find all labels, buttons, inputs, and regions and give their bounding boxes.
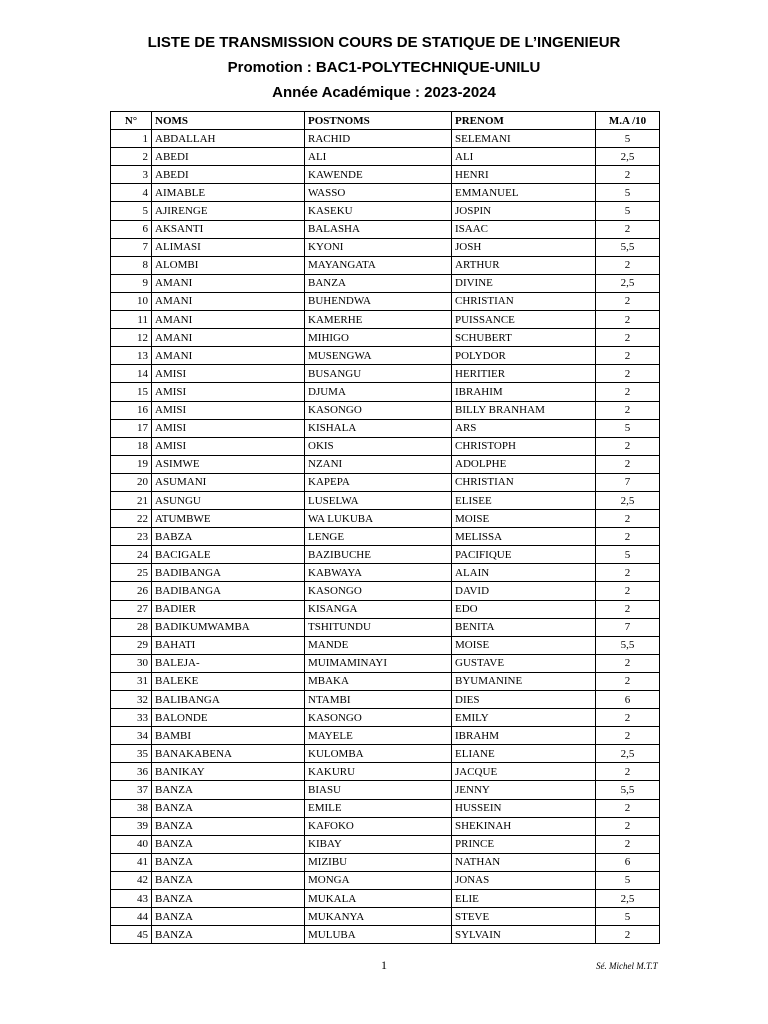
cell-grade: 2 xyxy=(596,365,660,383)
cell-number: 14 xyxy=(111,365,152,383)
cell-number: 2 xyxy=(111,148,152,166)
cell-postnom: KASEKU xyxy=(305,202,452,220)
cell-prenom: ALAIN xyxy=(452,564,596,582)
cell-prenom: DAVID xyxy=(452,582,596,600)
cell-prenom: MOISE xyxy=(452,510,596,528)
table-row xyxy=(111,835,660,853)
cell-postnom: MIZIBU xyxy=(305,853,452,871)
cell-number: 16 xyxy=(111,401,152,419)
table-row xyxy=(111,618,660,636)
table-row xyxy=(111,853,660,871)
table-row xyxy=(111,745,660,763)
cell-number: 27 xyxy=(111,600,152,618)
cell-nom: AKSANTI xyxy=(152,220,305,238)
cell-number: 32 xyxy=(111,691,152,709)
table-row xyxy=(111,202,660,220)
cell-nom: AMISI xyxy=(152,365,305,383)
cell-number: 5 xyxy=(111,202,152,220)
cell-postnom: EMILE xyxy=(305,799,452,817)
column-header-noms: NOMS xyxy=(152,112,305,130)
cell-nom: BALEKE xyxy=(152,672,305,690)
cell-prenom: MOISE xyxy=(452,636,596,654)
cell-nom: BADIBANGA xyxy=(152,582,305,600)
cell-grade: 5 xyxy=(596,130,660,148)
cell-prenom: STEVE xyxy=(452,908,596,926)
cell-postnom: KAKURU xyxy=(305,763,452,781)
cell-grade: 7 xyxy=(596,618,660,636)
cell-grade: 5 xyxy=(596,908,660,926)
cell-grade: 6 xyxy=(596,853,660,871)
cell-postnom: BALASHA xyxy=(305,220,452,238)
cell-prenom: SHEKINAH xyxy=(452,817,596,835)
cell-number: 21 xyxy=(111,491,152,509)
cell-prenom: ISAAC xyxy=(452,220,596,238)
cell-grade: 2 xyxy=(596,383,660,401)
cell-grade: 2 xyxy=(596,835,660,853)
table-row xyxy=(111,401,660,419)
cell-prenom: ALI xyxy=(452,148,596,166)
cell-postnom: NTAMBI xyxy=(305,691,452,709)
cell-number: 9 xyxy=(111,274,152,292)
cell-grade: 2 xyxy=(596,672,660,690)
cell-postnom: NZANI xyxy=(305,455,452,473)
table-row xyxy=(111,130,660,148)
cell-prenom: HENRI xyxy=(452,166,596,184)
table-row xyxy=(111,871,660,889)
cell-postnom: KAPEPA xyxy=(305,473,452,491)
cell-postnom: KASONGO xyxy=(305,401,452,419)
cell-prenom: IBRAHIM xyxy=(452,383,596,401)
cell-number: 8 xyxy=(111,256,152,274)
cell-nom: AMANI xyxy=(152,347,305,365)
cell-prenom: CHRISTIAN xyxy=(452,473,596,491)
cell-number: 4 xyxy=(111,184,152,202)
cell-prenom: ELIANE xyxy=(452,745,596,763)
cell-grade: 2 xyxy=(596,401,660,419)
page-number: 1 xyxy=(381,958,387,972)
table-row xyxy=(111,455,660,473)
table-row xyxy=(111,564,660,582)
cell-nom: BADIBANGA xyxy=(152,564,305,582)
cell-postnom: KAMERHE xyxy=(305,311,452,329)
cell-prenom: SELEMANI xyxy=(452,130,596,148)
cell-number: 37 xyxy=(111,781,152,799)
cell-nom: ASIMWE xyxy=(152,455,305,473)
cell-number: 22 xyxy=(111,510,152,528)
cell-postnom: MIHIGO xyxy=(305,329,452,347)
cell-postnom: KISHALA xyxy=(305,419,452,437)
table-row xyxy=(111,654,660,672)
cell-nom: BANIKAY xyxy=(152,763,305,781)
cell-grade: 2 xyxy=(596,528,660,546)
cell-postnom: KISANGA xyxy=(305,600,452,618)
cell-number: 17 xyxy=(111,419,152,437)
cell-prenom: NATHAN xyxy=(452,853,596,871)
cell-postnom: DJUMA xyxy=(305,383,452,401)
table-row xyxy=(111,347,660,365)
cell-nom: ABEDI xyxy=(152,148,305,166)
cell-number: 25 xyxy=(111,564,152,582)
cell-number: 6 xyxy=(111,220,152,238)
cell-grade: 2 xyxy=(596,292,660,310)
cell-postnom: KULOMBA xyxy=(305,745,452,763)
cell-number: 43 xyxy=(111,890,152,908)
cell-postnom: WASSO xyxy=(305,184,452,202)
cell-nom: BADIKUMWAMBA xyxy=(152,618,305,636)
cell-number: 23 xyxy=(111,528,152,546)
table-row xyxy=(111,926,660,944)
cell-postnom: BANZA xyxy=(305,274,452,292)
cell-nom: ABEDI xyxy=(152,166,305,184)
signature: Sé. Michel M.T.T xyxy=(596,961,658,971)
cell-prenom: HERITIER xyxy=(452,365,596,383)
cell-grade: 2,5 xyxy=(596,745,660,763)
table-row xyxy=(111,473,660,491)
table-row xyxy=(111,510,660,528)
cell-prenom: BYUMANINE xyxy=(452,672,596,690)
cell-grade: 5,5 xyxy=(596,636,660,654)
cell-nom: BANZA xyxy=(152,890,305,908)
table-row xyxy=(111,238,660,256)
cell-grade: 2 xyxy=(596,817,660,835)
cell-nom: AMISI xyxy=(152,401,305,419)
cell-prenom: EMMANUEL xyxy=(452,184,596,202)
cell-prenom: PUISSANCE xyxy=(452,311,596,329)
table-row xyxy=(111,546,660,564)
table-row xyxy=(111,166,660,184)
cell-prenom: POLYDOR xyxy=(452,347,596,365)
cell-nom: AIMABLE xyxy=(152,184,305,202)
cell-grade: 2 xyxy=(596,455,660,473)
cell-postnom: MBAKA xyxy=(305,672,452,690)
cell-nom: AMANI xyxy=(152,311,305,329)
cell-prenom: PACIFIQUE xyxy=(452,546,596,564)
cell-prenom: IBRAHM xyxy=(452,727,596,745)
cell-postnom: KABWAYA xyxy=(305,564,452,582)
cell-number: 41 xyxy=(111,853,152,871)
document-title: LISTE DE TRANSMISSION COURS DE STATIQUE DE L’INGENIEUR xyxy=(147,34,621,51)
cell-prenom: MELISSA xyxy=(452,528,596,546)
cell-prenom: ADOLPHE xyxy=(452,455,596,473)
table-row xyxy=(111,908,660,926)
cell-postnom: MULUBA xyxy=(305,926,452,944)
cell-prenom: DIVINE xyxy=(452,274,596,292)
cell-postnom: LENGE xyxy=(305,528,452,546)
column-header-postnoms: POSTNOMS xyxy=(305,112,452,130)
cell-grade: 2 xyxy=(596,256,660,274)
cell-nom: ASUMANI xyxy=(152,473,305,491)
cell-nom: ALOMBI xyxy=(152,256,305,274)
cell-prenom: CHRISTOPH xyxy=(452,437,596,455)
cell-number: 10 xyxy=(111,292,152,310)
cell-grade: 5,5 xyxy=(596,238,660,256)
cell-number: 30 xyxy=(111,654,152,672)
cell-nom: ABDALLAH xyxy=(152,130,305,148)
cell-prenom: BENITA xyxy=(452,618,596,636)
table-row xyxy=(111,256,660,274)
cell-prenom: CHRISTIAN xyxy=(452,292,596,310)
cell-postnom: KAWENDE xyxy=(305,166,452,184)
cell-nom: BADIER xyxy=(152,600,305,618)
table-row xyxy=(111,727,660,745)
cell-number: 28 xyxy=(111,618,152,636)
cell-postnom: MUKALA xyxy=(305,890,452,908)
cell-number: 33 xyxy=(111,709,152,727)
table-row xyxy=(111,781,660,799)
cell-nom: BANZA xyxy=(152,799,305,817)
table-row xyxy=(111,491,660,509)
cell-nom: AMANI xyxy=(152,329,305,347)
cell-postnom: MUIMAMINAYI xyxy=(305,654,452,672)
cell-nom: BACIGALE xyxy=(152,546,305,564)
cell-nom: AMISI xyxy=(152,437,305,455)
cell-prenom: ARS xyxy=(452,419,596,437)
cell-postnom: WA LUKUBA xyxy=(305,510,452,528)
cell-prenom: HUSSEIN xyxy=(452,799,596,817)
cell-prenom: JACQUE xyxy=(452,763,596,781)
cell-number: 26 xyxy=(111,582,152,600)
cell-prenom: EMILY xyxy=(452,709,596,727)
cell-grade: 2 xyxy=(596,510,660,528)
cell-grade: 2,5 xyxy=(596,491,660,509)
cell-nom: AMISI xyxy=(152,419,305,437)
cell-number: 31 xyxy=(111,672,152,690)
cell-nom: ASUNGU xyxy=(152,491,305,509)
cell-grade: 2,5 xyxy=(596,890,660,908)
cell-prenom: ELISEE xyxy=(452,491,596,509)
cell-postnom: MUKANYA xyxy=(305,908,452,926)
cell-nom: BALONDE xyxy=(152,709,305,727)
table-row xyxy=(111,329,660,347)
cell-number: 18 xyxy=(111,437,152,455)
cell-nom: BANZA xyxy=(152,871,305,889)
cell-number: 44 xyxy=(111,908,152,926)
cell-nom: BANZA xyxy=(152,817,305,835)
table-row xyxy=(111,709,660,727)
promotion-line: Promotion : BAC1-POLYTECHNIQUE-UNILU xyxy=(227,59,541,76)
cell-postnom: KYONI xyxy=(305,238,452,256)
cell-grade: 2 xyxy=(596,763,660,781)
cell-prenom: JENNY xyxy=(452,781,596,799)
column-header-number: N° xyxy=(111,112,152,130)
cell-nom: BABZA xyxy=(152,528,305,546)
cell-grade: 2 xyxy=(596,311,660,329)
cell-number: 40 xyxy=(111,835,152,853)
cell-prenom: JOSPIN xyxy=(452,202,596,220)
cell-grade: 2,5 xyxy=(596,274,660,292)
cell-grade: 5,5 xyxy=(596,781,660,799)
cell-grade: 2 xyxy=(596,709,660,727)
cell-number: 39 xyxy=(111,817,152,835)
cell-number: 11 xyxy=(111,311,152,329)
table-row xyxy=(111,184,660,202)
cell-nom: AMANI xyxy=(152,292,305,310)
transmission-table xyxy=(110,111,660,944)
cell-postnom: BUHENDWA xyxy=(305,292,452,310)
table-row xyxy=(111,292,660,310)
cell-prenom: SYLVAIN xyxy=(452,926,596,944)
table-row xyxy=(111,600,660,618)
column-header-grade: M.A /10 xyxy=(596,112,660,130)
cell-prenom: PRINCE xyxy=(452,835,596,853)
cell-grade: 2 xyxy=(596,799,660,817)
cell-prenom: GUSTAVE xyxy=(452,654,596,672)
cell-nom: BANAKABENA xyxy=(152,745,305,763)
cell-postnom: MAYANGATA xyxy=(305,256,452,274)
academic-year-line: Année Académique : 2023-2024 xyxy=(272,84,496,101)
cell-nom: ATUMBWE xyxy=(152,510,305,528)
table-row xyxy=(111,763,660,781)
cell-grade: 2,5 xyxy=(596,148,660,166)
cell-nom: AJIRENGE xyxy=(152,202,305,220)
cell-grade: 2 xyxy=(596,926,660,944)
cell-nom: BANZA xyxy=(152,835,305,853)
cell-number: 13 xyxy=(111,347,152,365)
cell-prenom: JOSH xyxy=(452,238,596,256)
cell-prenom: DIES xyxy=(452,691,596,709)
cell-number: 3 xyxy=(111,166,152,184)
cell-postnom: BAZIBUCHE xyxy=(305,546,452,564)
cell-nom: AMISI xyxy=(152,383,305,401)
cell-postnom: KASONGO xyxy=(305,709,452,727)
cell-prenom: JONAS xyxy=(452,871,596,889)
cell-grade: 2 xyxy=(596,654,660,672)
table-row xyxy=(111,528,660,546)
cell-grade: 2 xyxy=(596,582,660,600)
cell-nom: BANZA xyxy=(152,926,305,944)
cell-postnom: OKIS xyxy=(305,437,452,455)
table-row xyxy=(111,672,660,690)
cell-number: 24 xyxy=(111,546,152,564)
cell-grade: 5 xyxy=(596,184,660,202)
table-row xyxy=(111,582,660,600)
cell-grade: 2 xyxy=(596,727,660,745)
cell-postnom: LUSELWA xyxy=(305,491,452,509)
cell-postnom: MUSENGWA xyxy=(305,347,452,365)
table-row xyxy=(111,890,660,908)
table-row xyxy=(111,419,660,437)
cell-postnom: BUSANGU xyxy=(305,365,452,383)
cell-nom: BALIBANGA xyxy=(152,691,305,709)
cell-number: 7 xyxy=(111,238,152,256)
cell-number: 29 xyxy=(111,636,152,654)
cell-postnom: KIBAY xyxy=(305,835,452,853)
cell-number: 42 xyxy=(111,871,152,889)
column-header-prenom: PRENOM xyxy=(452,112,596,130)
cell-grade: 5 xyxy=(596,546,660,564)
cell-number: 34 xyxy=(111,727,152,745)
table-body xyxy=(111,130,660,944)
cell-grade: 7 xyxy=(596,473,660,491)
cell-number: 35 xyxy=(111,745,152,763)
cell-prenom: ELIE xyxy=(452,890,596,908)
cell-postnom: MONGA xyxy=(305,871,452,889)
cell-nom: BALEJA- xyxy=(152,654,305,672)
cell-nom: BAMBI xyxy=(152,727,305,745)
cell-number: 1 xyxy=(111,130,152,148)
cell-grade: 2 xyxy=(596,220,660,238)
cell-nom: ALIMASI xyxy=(152,238,305,256)
cell-postnom: RACHID xyxy=(305,130,452,148)
cell-prenom: EDO xyxy=(452,600,596,618)
cell-prenom: ARTHUR xyxy=(452,256,596,274)
cell-grade: 5 xyxy=(596,871,660,889)
cell-nom: BANZA xyxy=(152,908,305,926)
cell-number: 38 xyxy=(111,799,152,817)
cell-number: 15 xyxy=(111,383,152,401)
cell-nom: AMANI xyxy=(152,274,305,292)
cell-postnom: ALI xyxy=(305,148,452,166)
cell-postnom: BIASU xyxy=(305,781,452,799)
cell-grade: 2 xyxy=(596,347,660,365)
cell-number: 12 xyxy=(111,329,152,347)
table-row xyxy=(111,817,660,835)
cell-grade: 2 xyxy=(596,564,660,582)
table-row xyxy=(111,274,660,292)
cell-number: 45 xyxy=(111,926,152,944)
table-row xyxy=(111,799,660,817)
table-row xyxy=(111,365,660,383)
cell-number: 19 xyxy=(111,455,152,473)
table-row xyxy=(111,220,660,238)
table-row xyxy=(111,437,660,455)
cell-grade: 2 xyxy=(596,437,660,455)
table-row xyxy=(111,383,660,401)
cell-number: 36 xyxy=(111,763,152,781)
table-row xyxy=(111,636,660,654)
cell-grade: 5 xyxy=(596,419,660,437)
cell-nom: BANZA xyxy=(152,853,305,871)
cell-grade: 6 xyxy=(596,691,660,709)
cell-nom: BANZA xyxy=(152,781,305,799)
table-header-row xyxy=(111,112,660,130)
cell-postnom: KAFOKO xyxy=(305,817,452,835)
cell-postnom: KASONGO xyxy=(305,582,452,600)
table-row xyxy=(111,691,660,709)
cell-grade: 5 xyxy=(596,202,660,220)
table-row xyxy=(111,311,660,329)
cell-grade: 2 xyxy=(596,329,660,347)
cell-postnom: MANDE xyxy=(305,636,452,654)
cell-prenom: SCHUBERT xyxy=(452,329,596,347)
cell-nom: BAHATI xyxy=(152,636,305,654)
cell-number: 20 xyxy=(111,473,152,491)
cell-grade: 2 xyxy=(596,600,660,618)
cell-postnom: TSHITUNDU xyxy=(305,618,452,636)
cell-grade: 2 xyxy=(596,166,660,184)
table-row xyxy=(111,148,660,166)
cell-prenom: BILLY BRANHAM xyxy=(452,401,596,419)
cell-postnom: MAYELE xyxy=(305,727,452,745)
